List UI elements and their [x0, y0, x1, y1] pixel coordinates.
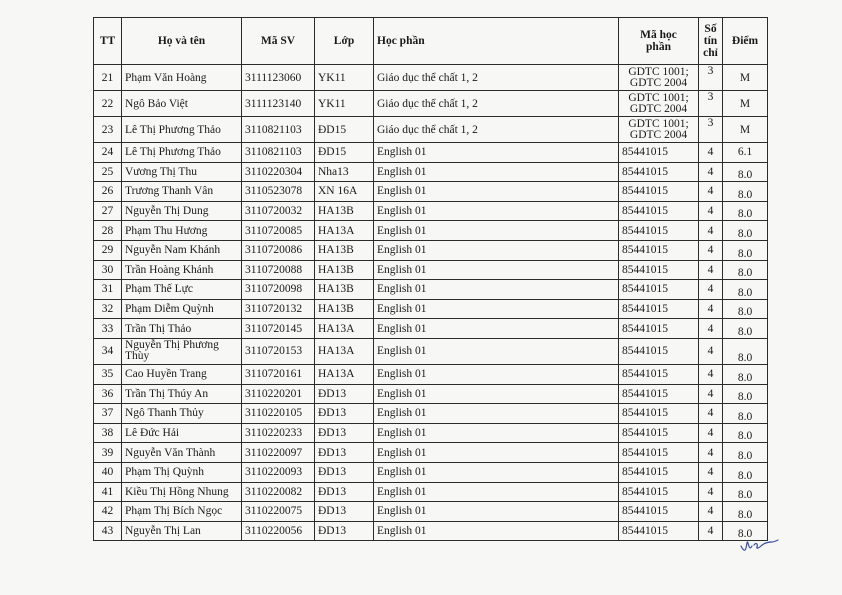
cell-so-tin-chi: 4: [699, 201, 723, 221]
cell-name: Trần Thị Thảo: [122, 319, 242, 339]
cell-hoc-phan: English 01: [374, 182, 619, 202]
table-row: [94, 117, 768, 143]
cell-ma-sv: 3110220075: [242, 502, 315, 522]
table-row: [94, 443, 768, 463]
cell-tt: 42: [94, 502, 122, 522]
cell-name: Nguyễn Thị Dung: [122, 201, 242, 221]
cell-diem: M: [723, 117, 768, 143]
cell-diem: 8.0: [723, 299, 768, 319]
cell-tt: 21: [94, 65, 122, 91]
cell-tt: 30: [94, 260, 122, 280]
cell-tt: 41: [94, 482, 122, 502]
cell-ma-sv: 3110720032: [242, 201, 315, 221]
cell-lop: YK11: [315, 91, 374, 117]
table-body: [94, 65, 768, 541]
cell-diem: M: [723, 65, 768, 91]
cell-ma-sv: 3110220056: [242, 521, 315, 541]
cell-ma-sv: 3110220105: [242, 404, 315, 424]
cell-so-tin-chi: 3: [699, 65, 723, 91]
cell-ma-sv: 3110220093: [242, 462, 315, 482]
cell-lop: ĐD13: [315, 502, 374, 522]
grades-table: [93, 17, 768, 541]
cell-ma-hoc-phan: 85441015: [619, 502, 699, 522]
cell-hoc-phan: English 01: [374, 240, 619, 260]
cell-so-tin-chi: 4: [699, 443, 723, 463]
cell-tt: 34: [94, 338, 122, 364]
cell-ma-hoc-phan: 85441015: [619, 521, 699, 541]
table-row: [94, 260, 768, 280]
cell-ma-sv: 3110720132: [242, 299, 315, 319]
cell-so-tin-chi: 4: [699, 240, 723, 260]
cell-diem: 8.0: [723, 260, 768, 280]
cell-diem: 8.0: [723, 384, 768, 404]
cell-name: Lê Thị Phương Thảo: [122, 117, 242, 143]
cell-name: Phạm Thị Bích Ngọc: [122, 502, 242, 522]
cell-diem: 8.0: [723, 240, 768, 260]
cell-tt: 37: [94, 404, 122, 424]
cell-lop: HA13A: [315, 338, 374, 364]
signature-icon: [738, 534, 780, 556]
cell-diem: 8.0: [723, 482, 768, 502]
cell-diem: 8.0: [723, 280, 768, 300]
cell-diem: 8.0: [723, 319, 768, 339]
cell-so-tin-chi: 4: [699, 299, 723, 319]
cell-so-tin-chi: 4: [699, 384, 723, 404]
cell-ma-sv: 3110821103: [242, 143, 315, 163]
cell-ma-sv: 3110220233: [242, 423, 315, 443]
cell-ma-hoc-phan: 85441015: [619, 162, 699, 182]
header-ma-sv: Mã SV: [242, 18, 315, 65]
cell-hoc-phan: English 01: [374, 280, 619, 300]
table-row: [94, 521, 768, 541]
cell-name: Lê Thị Phương Thảo: [122, 143, 242, 163]
cell-ma-hoc-phan: GDTC 1001; GDTC 2004: [619, 65, 699, 91]
cell-diem: 8.0: [723, 404, 768, 424]
cell-hoc-phan: English 01: [374, 462, 619, 482]
cell-ma-sv: 3110821103: [242, 117, 315, 143]
cell-name: Cao Huyền Trang: [122, 364, 242, 384]
cell-diem: 8.0: [723, 423, 768, 443]
header-diem: Điểm: [723, 18, 768, 65]
cell-name: Ngô Bảo Việt: [122, 91, 242, 117]
cell-hoc-phan: English 01: [374, 143, 619, 163]
cell-tt: 35: [94, 364, 122, 384]
cell-so-tin-chi: 4: [699, 182, 723, 202]
cell-lop: ĐD13: [315, 404, 374, 424]
cell-name: Phạm Thế Lực: [122, 280, 242, 300]
header-hoc-phan: Học phần: [374, 18, 619, 65]
cell-ma-sv: 3110720161: [242, 364, 315, 384]
cell-name: Trần Thị Thúy An: [122, 384, 242, 404]
cell-ma-sv: 3110720145: [242, 319, 315, 339]
cell-tt: 24: [94, 143, 122, 163]
cell-hoc-phan: English 01: [374, 482, 619, 502]
cell-tt: 39: [94, 443, 122, 463]
cell-hoc-phan: Giáo dục thể chất 1, 2: [374, 65, 619, 91]
cell-hoc-phan: English 01: [374, 364, 619, 384]
cell-name: Phạm Thu Hương: [122, 221, 242, 241]
cell-diem: 8.0: [723, 162, 768, 182]
cell-name: Vương Thị Thu: [122, 162, 242, 182]
cell-name: Ngô Thanh Thủy: [122, 404, 242, 424]
cell-ma-sv: 3110220082: [242, 482, 315, 502]
cell-hoc-phan: English 01: [374, 299, 619, 319]
table-row: [94, 319, 768, 339]
cell-ma-hoc-phan: 85441015: [619, 443, 699, 463]
header-tt: TT: [94, 18, 122, 65]
cell-so-tin-chi: 4: [699, 162, 723, 182]
cell-ma-hoc-phan: 85441015: [619, 364, 699, 384]
cell-lop: ĐD15: [315, 117, 374, 143]
cell-tt: 32: [94, 299, 122, 319]
cell-name: Trương Thanh Vân: [122, 182, 242, 202]
cell-name: Nguyễn Thị Phương Thùy: [122, 338, 242, 364]
cell-diem: 8.0: [723, 443, 768, 463]
cell-lop: HA13A: [315, 364, 374, 384]
cell-so-tin-chi: 4: [699, 521, 723, 541]
cell-hoc-phan: English 01: [374, 521, 619, 541]
cell-ma-hoc-phan: 85441015: [619, 260, 699, 280]
cell-ma-sv: 3111123060: [242, 65, 315, 91]
cell-name: Trần Hoàng Khánh: [122, 260, 242, 280]
cell-diem: 8.0: [723, 521, 768, 541]
table-row: [94, 182, 768, 202]
cell-hoc-phan: English 01: [374, 443, 619, 463]
cell-diem: 8.0: [723, 338, 768, 364]
cell-ma-hoc-phan: 85441015: [619, 404, 699, 424]
cell-lop: HA13A: [315, 221, 374, 241]
cell-lop: ĐD13: [315, 384, 374, 404]
cell-name: Phạm Văn Hoàng: [122, 65, 242, 91]
cell-lop: ĐD13: [315, 462, 374, 482]
cell-lop: YK11: [315, 65, 374, 91]
cell-name: Nguyễn Thị Lan: [122, 521, 242, 541]
cell-tt: 26: [94, 182, 122, 202]
table-row: [94, 482, 768, 502]
cell-diem: 8.0: [723, 364, 768, 384]
cell-tt: 25: [94, 162, 122, 182]
cell-ma-hoc-phan: GDTC 1001; GDTC 2004: [619, 91, 699, 117]
cell-so-tin-chi: 4: [699, 502, 723, 522]
cell-tt: 36: [94, 384, 122, 404]
cell-hoc-phan: English 01: [374, 502, 619, 522]
cell-ma-sv: 3110220304: [242, 162, 315, 182]
cell-diem: 8.0: [723, 201, 768, 221]
cell-ma-hoc-phan: GDTC 1001; GDTC 2004: [619, 117, 699, 143]
cell-lop: Nha13: [315, 162, 374, 182]
cell-ma-hoc-phan: 85441015: [619, 240, 699, 260]
cell-so-tin-chi: 4: [699, 404, 723, 424]
cell-so-tin-chi: 3: [699, 91, 723, 117]
cell-tt: 38: [94, 423, 122, 443]
cell-ma-hoc-phan: 85441015: [619, 299, 699, 319]
cell-diem: M: [723, 91, 768, 117]
cell-ma-sv: 3110220097: [242, 443, 315, 463]
cell-diem: 6.1: [723, 143, 768, 163]
cell-ma-sv: 3110220201: [242, 384, 315, 404]
cell-ma-sv: 3111123140: [242, 91, 315, 117]
table-row: [94, 364, 768, 384]
cell-tt: 27: [94, 201, 122, 221]
cell-hoc-phan: English 01: [374, 221, 619, 241]
cell-lop: ĐD13: [315, 443, 374, 463]
cell-hoc-phan: English 01: [374, 201, 619, 221]
table-row: [94, 201, 768, 221]
cell-tt: 22: [94, 91, 122, 117]
table-row: [94, 338, 768, 364]
cell-so-tin-chi: 4: [699, 338, 723, 364]
cell-name: Kiều Thị Hồng Nhung: [122, 482, 242, 502]
table-row: [94, 91, 768, 117]
cell-name: Nguyễn Nam Khánh: [122, 240, 242, 260]
cell-ma-sv: 3110720153: [242, 338, 315, 364]
cell-lop: HA13B: [315, 201, 374, 221]
cell-ma-hoc-phan: 85441015: [619, 423, 699, 443]
cell-hoc-phan: English 01: [374, 423, 619, 443]
cell-tt: 29: [94, 240, 122, 260]
cell-ma-sv: 3110720088: [242, 260, 315, 280]
cell-ma-sv: 3110720098: [242, 280, 315, 300]
table-row: [94, 221, 768, 241]
cell-tt: 31: [94, 280, 122, 300]
cell-tt: 43: [94, 521, 122, 541]
cell-ma-hoc-phan: 85441015: [619, 221, 699, 241]
table-row: [94, 240, 768, 260]
cell-tt: 23: [94, 117, 122, 143]
cell-so-tin-chi: 4: [699, 260, 723, 280]
cell-name: Lê Đức Hải: [122, 423, 242, 443]
cell-ma-sv: 3110523078: [242, 182, 315, 202]
cell-hoc-phan: English 01: [374, 338, 619, 364]
cell-hoc-phan: English 01: [374, 260, 619, 280]
table-row: [94, 404, 768, 424]
cell-hoc-phan: English 01: [374, 319, 619, 339]
cell-ma-sv: 3110720085: [242, 221, 315, 241]
cell-diem: 8.0: [723, 462, 768, 482]
cell-name: Nguyễn Văn Thành: [122, 443, 242, 463]
cell-so-tin-chi: 4: [699, 482, 723, 502]
cell-ma-hoc-phan: 85441015: [619, 280, 699, 300]
table-header-row: [94, 18, 768, 65]
cell-lop: HA13B: [315, 260, 374, 280]
cell-lop: ĐD13: [315, 521, 374, 541]
cell-ma-hoc-phan: 85441015: [619, 319, 699, 339]
cell-lop: ĐD15: [315, 143, 374, 163]
cell-hoc-phan: English 01: [374, 404, 619, 424]
cell-so-tin-chi: 4: [699, 280, 723, 300]
table-row: [94, 423, 768, 443]
table-row: [94, 162, 768, 182]
cell-ma-hoc-phan: 85441015: [619, 338, 699, 364]
table-row: [94, 502, 768, 522]
cell-ma-hoc-phan: 85441015: [619, 482, 699, 502]
table-row: [94, 143, 768, 163]
cell-name: Phạm Thị Quỳnh: [122, 462, 242, 482]
cell-ma-hoc-phan: 85441015: [619, 462, 699, 482]
cell-lop: HA13B: [315, 299, 374, 319]
table-row: [94, 65, 768, 91]
cell-lop: ĐD13: [315, 482, 374, 502]
cell-so-tin-chi: 4: [699, 143, 723, 163]
cell-diem: 8.0: [723, 221, 768, 241]
cell-hoc-phan: Giáo dục thể chất 1, 2: [374, 117, 619, 143]
header-ho-ten: Họ và tên: [122, 18, 242, 65]
cell-so-tin-chi: 3: [699, 117, 723, 143]
table-row: [94, 462, 768, 482]
cell-lop: XN 16A: [315, 182, 374, 202]
cell-so-tin-chi: 4: [699, 221, 723, 241]
cell-so-tin-chi: 4: [699, 364, 723, 384]
cell-name: Phạm Diễm Quỳnh: [122, 299, 242, 319]
cell-lop: HA13A: [315, 319, 374, 339]
cell-hoc-phan: Giáo dục thể chất 1, 2: [374, 91, 619, 117]
table-row: [94, 299, 768, 319]
cell-tt: 33: [94, 319, 122, 339]
cell-lop: ĐD13: [315, 423, 374, 443]
cell-so-tin-chi: 4: [699, 423, 723, 443]
cell-hoc-phan: English 01: [374, 384, 619, 404]
cell-hoc-phan: English 01: [374, 162, 619, 182]
cell-so-tin-chi: 4: [699, 462, 723, 482]
cell-tt: 28: [94, 221, 122, 241]
cell-diem: 8.0: [723, 182, 768, 202]
cell-so-tin-chi: 4: [699, 319, 723, 339]
cell-lop: HA13B: [315, 240, 374, 260]
cell-ma-sv: 3110720086: [242, 240, 315, 260]
cell-tt: 40: [94, 462, 122, 482]
cell-ma-hoc-phan: 85441015: [619, 201, 699, 221]
cell-ma-hoc-phan: 85441015: [619, 384, 699, 404]
table-row: [94, 384, 768, 404]
cell-diem: 8.0: [723, 502, 768, 522]
header-so-tin-chi: Số tín chỉ: [699, 18, 723, 65]
header-ma-hoc-phan: Mã học phần: [619, 18, 699, 65]
cell-ma-hoc-phan: 85441015: [619, 143, 699, 163]
header-lop: Lớp: [315, 18, 374, 65]
table-row: [94, 280, 768, 300]
cell-lop: HA13B: [315, 280, 374, 300]
cell-ma-hoc-phan: 85441015: [619, 182, 699, 202]
